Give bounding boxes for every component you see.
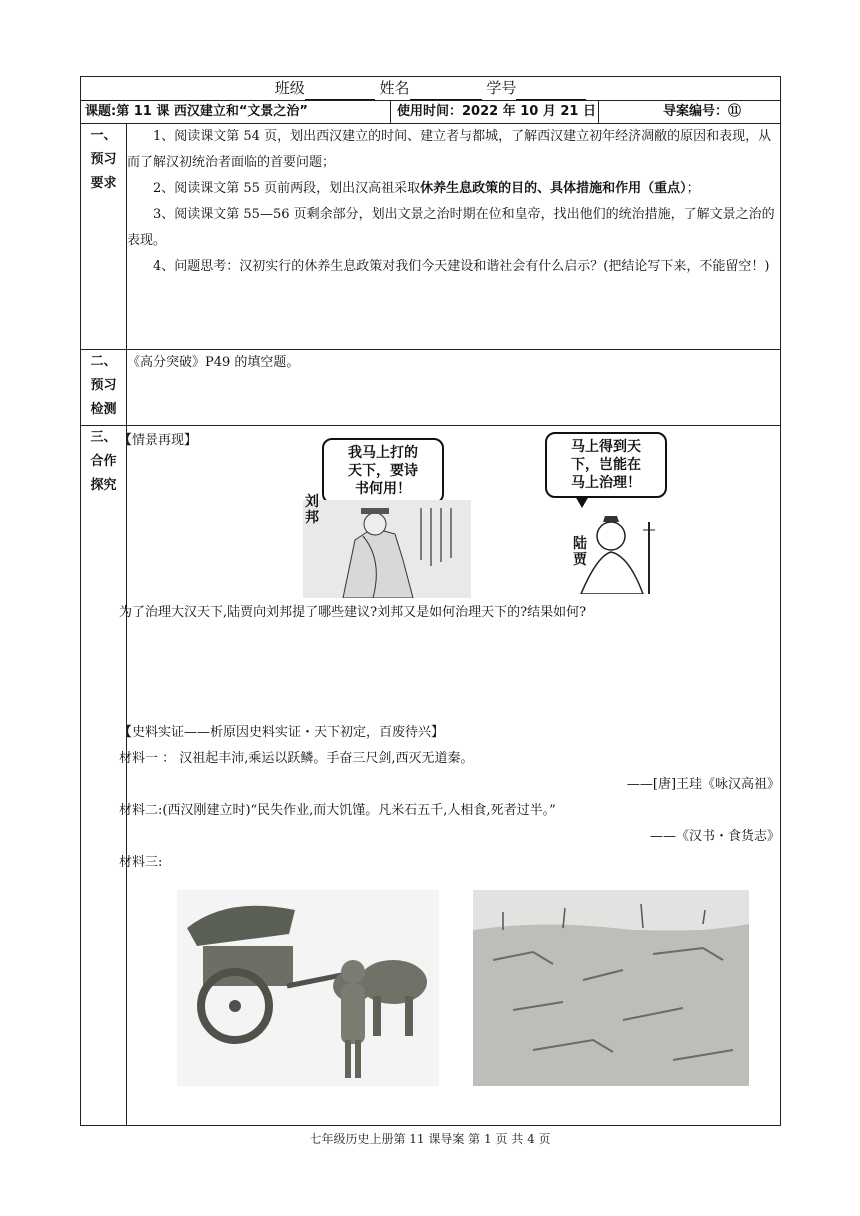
section-number: 一、 — [90, 128, 117, 143]
section-number: 二、 — [90, 354, 117, 369]
liubang-speech-bubble — [322, 438, 444, 504]
topic-title: 第 11 课 西汉建立和“文景之治” — [116, 104, 308, 119]
explore-content — [119, 426, 781, 1126]
requirement-2-emphasis: 休养生息政策的目的、具体措施和作用（重点） — [420, 181, 687, 196]
student-id-blank[interactable] — [516, 77, 586, 100]
material-1: 材料一 ： 汉祖起丰沛,乘运以跃鳞。手奋三尺剑,西灭无道秦。 — [119, 751, 474, 766]
scene-title: 【情景再现】 — [119, 433, 198, 448]
section-number: 三、 — [90, 430, 117, 445]
requirement-2-text: 2、阅读课文第 55 页前两段，划出汉高祖采取 — [153, 181, 421, 196]
name-blank[interactable] — [410, 77, 482, 100]
liubang-illustration — [303, 500, 471, 598]
material-1-source: ——[唐]王珪《咏汉高祖》 — [626, 777, 781, 792]
section-check — [81, 350, 781, 426]
topic-row — [81, 101, 781, 124]
section-explore — [81, 426, 781, 1126]
section-preview — [81, 124, 781, 350]
ox-cart-figurine-photo — [177, 890, 439, 1086]
preview-requirements — [127, 124, 781, 350]
date-cell — [391, 101, 599, 124]
section-title-line1: 预习 — [90, 152, 117, 167]
liubang-label: 刘邦 — [305, 494, 319, 526]
requirement-3: 3、阅读课文第 55—56 页剩余部分，划出文景之治时期在位和皇帝，找出他们的统治措施，了解文景之治的表现。 — [127, 207, 775, 248]
section-explore-heading — [81, 426, 127, 1126]
lujia-label: 陆贾 — [573, 536, 587, 568]
check-content — [127, 350, 781, 426]
section-check-heading — [81, 350, 127, 426]
section-title-line2: 检测 — [90, 402, 117, 417]
evidence-title: 【史料实证——析原因史料实证・天下初定，百废待兴】 — [119, 725, 445, 740]
requirement-2 — [127, 176, 780, 202]
bubble-line: 书何用！ — [355, 481, 411, 497]
usage-date: 使用时间：2022 年 10 月 21 日 — [397, 104, 596, 119]
requirement-1: 1、阅读课文第 54 页，划出西汉建立的时间、建立者与都城，了解西汉建立初年经济凋敝的原因和表现，从而了解汉初统治者面临的首要问题； — [127, 129, 772, 170]
topic-prefix: 课题: — [85, 104, 117, 119]
bubble-tail — [575, 496, 589, 508]
student-id-label: 学号 — [486, 79, 517, 97]
liubang-figure-icon — [303, 500, 471, 598]
worksheet-table — [80, 76, 781, 1126]
answer-space[interactable] — [127, 626, 780, 720]
material-2: 材料二:(西汉刚建立时)“民失作业,而大饥馑。凡米石五千,人相食,死者过半。” — [119, 803, 556, 818]
bubble-line: 马上得到天 — [571, 439, 641, 455]
barren-land-icon — [473, 890, 749, 1086]
scene-question: 为了治理大汉天下,陆贾向刘邦提了哪些建议?刘邦又是如何治理天下的?结果如何? — [119, 605, 587, 620]
worksheet — [80, 76, 780, 1126]
class-label: 班级 — [274, 79, 305, 97]
section-title-line1: 预习 — [90, 378, 117, 393]
student-info-cell — [81, 77, 781, 101]
section-preview-heading — [81, 124, 127, 350]
topic-cell — [81, 101, 391, 124]
lujia-speech-bubble — [545, 432, 667, 498]
class-blank[interactable] — [305, 77, 375, 100]
section-title-line1: 合作 — [90, 454, 117, 469]
requirement-2-end: ； — [686, 181, 700, 196]
material-2-source: ——《汉书・食货志》 — [650, 829, 781, 844]
scene-reenactment — [119, 428, 780, 600]
material-3: 材料三: — [119, 855, 163, 870]
name-label: 姓名 — [379, 79, 410, 97]
section-title-line2: 要求 — [90, 176, 117, 191]
material-3-images — [127, 876, 780, 1090]
bubble-line: 我马上打的 — [348, 445, 418, 461]
bubble-line: 天下，要诗 — [348, 463, 418, 479]
barren-land-photo — [473, 890, 749, 1086]
number-cell — [599, 101, 781, 124]
check-text: 《高分突破》P49 的填空题。 — [127, 355, 300, 370]
requirement-4: 4、问题思考：汉初实行的休养生息政策对我们今天建设和谐社会有什么启示？(把结论写下来，不能留空！) — [153, 259, 770, 274]
bubble-line: 下，岂能在 — [571, 457, 641, 473]
ox-cart-figurine-icon — [177, 890, 439, 1086]
section-title-line2: 探究 — [90, 478, 117, 493]
page-footer: 七年级历史上册第 11 课导案 第 1 页 共 4 页 — [309, 1132, 551, 1146]
student-info-row — [81, 77, 781, 101]
guide-number: 导案编号：⑪ — [663, 104, 742, 119]
bubble-line: 马上治理！ — [571, 475, 641, 491]
